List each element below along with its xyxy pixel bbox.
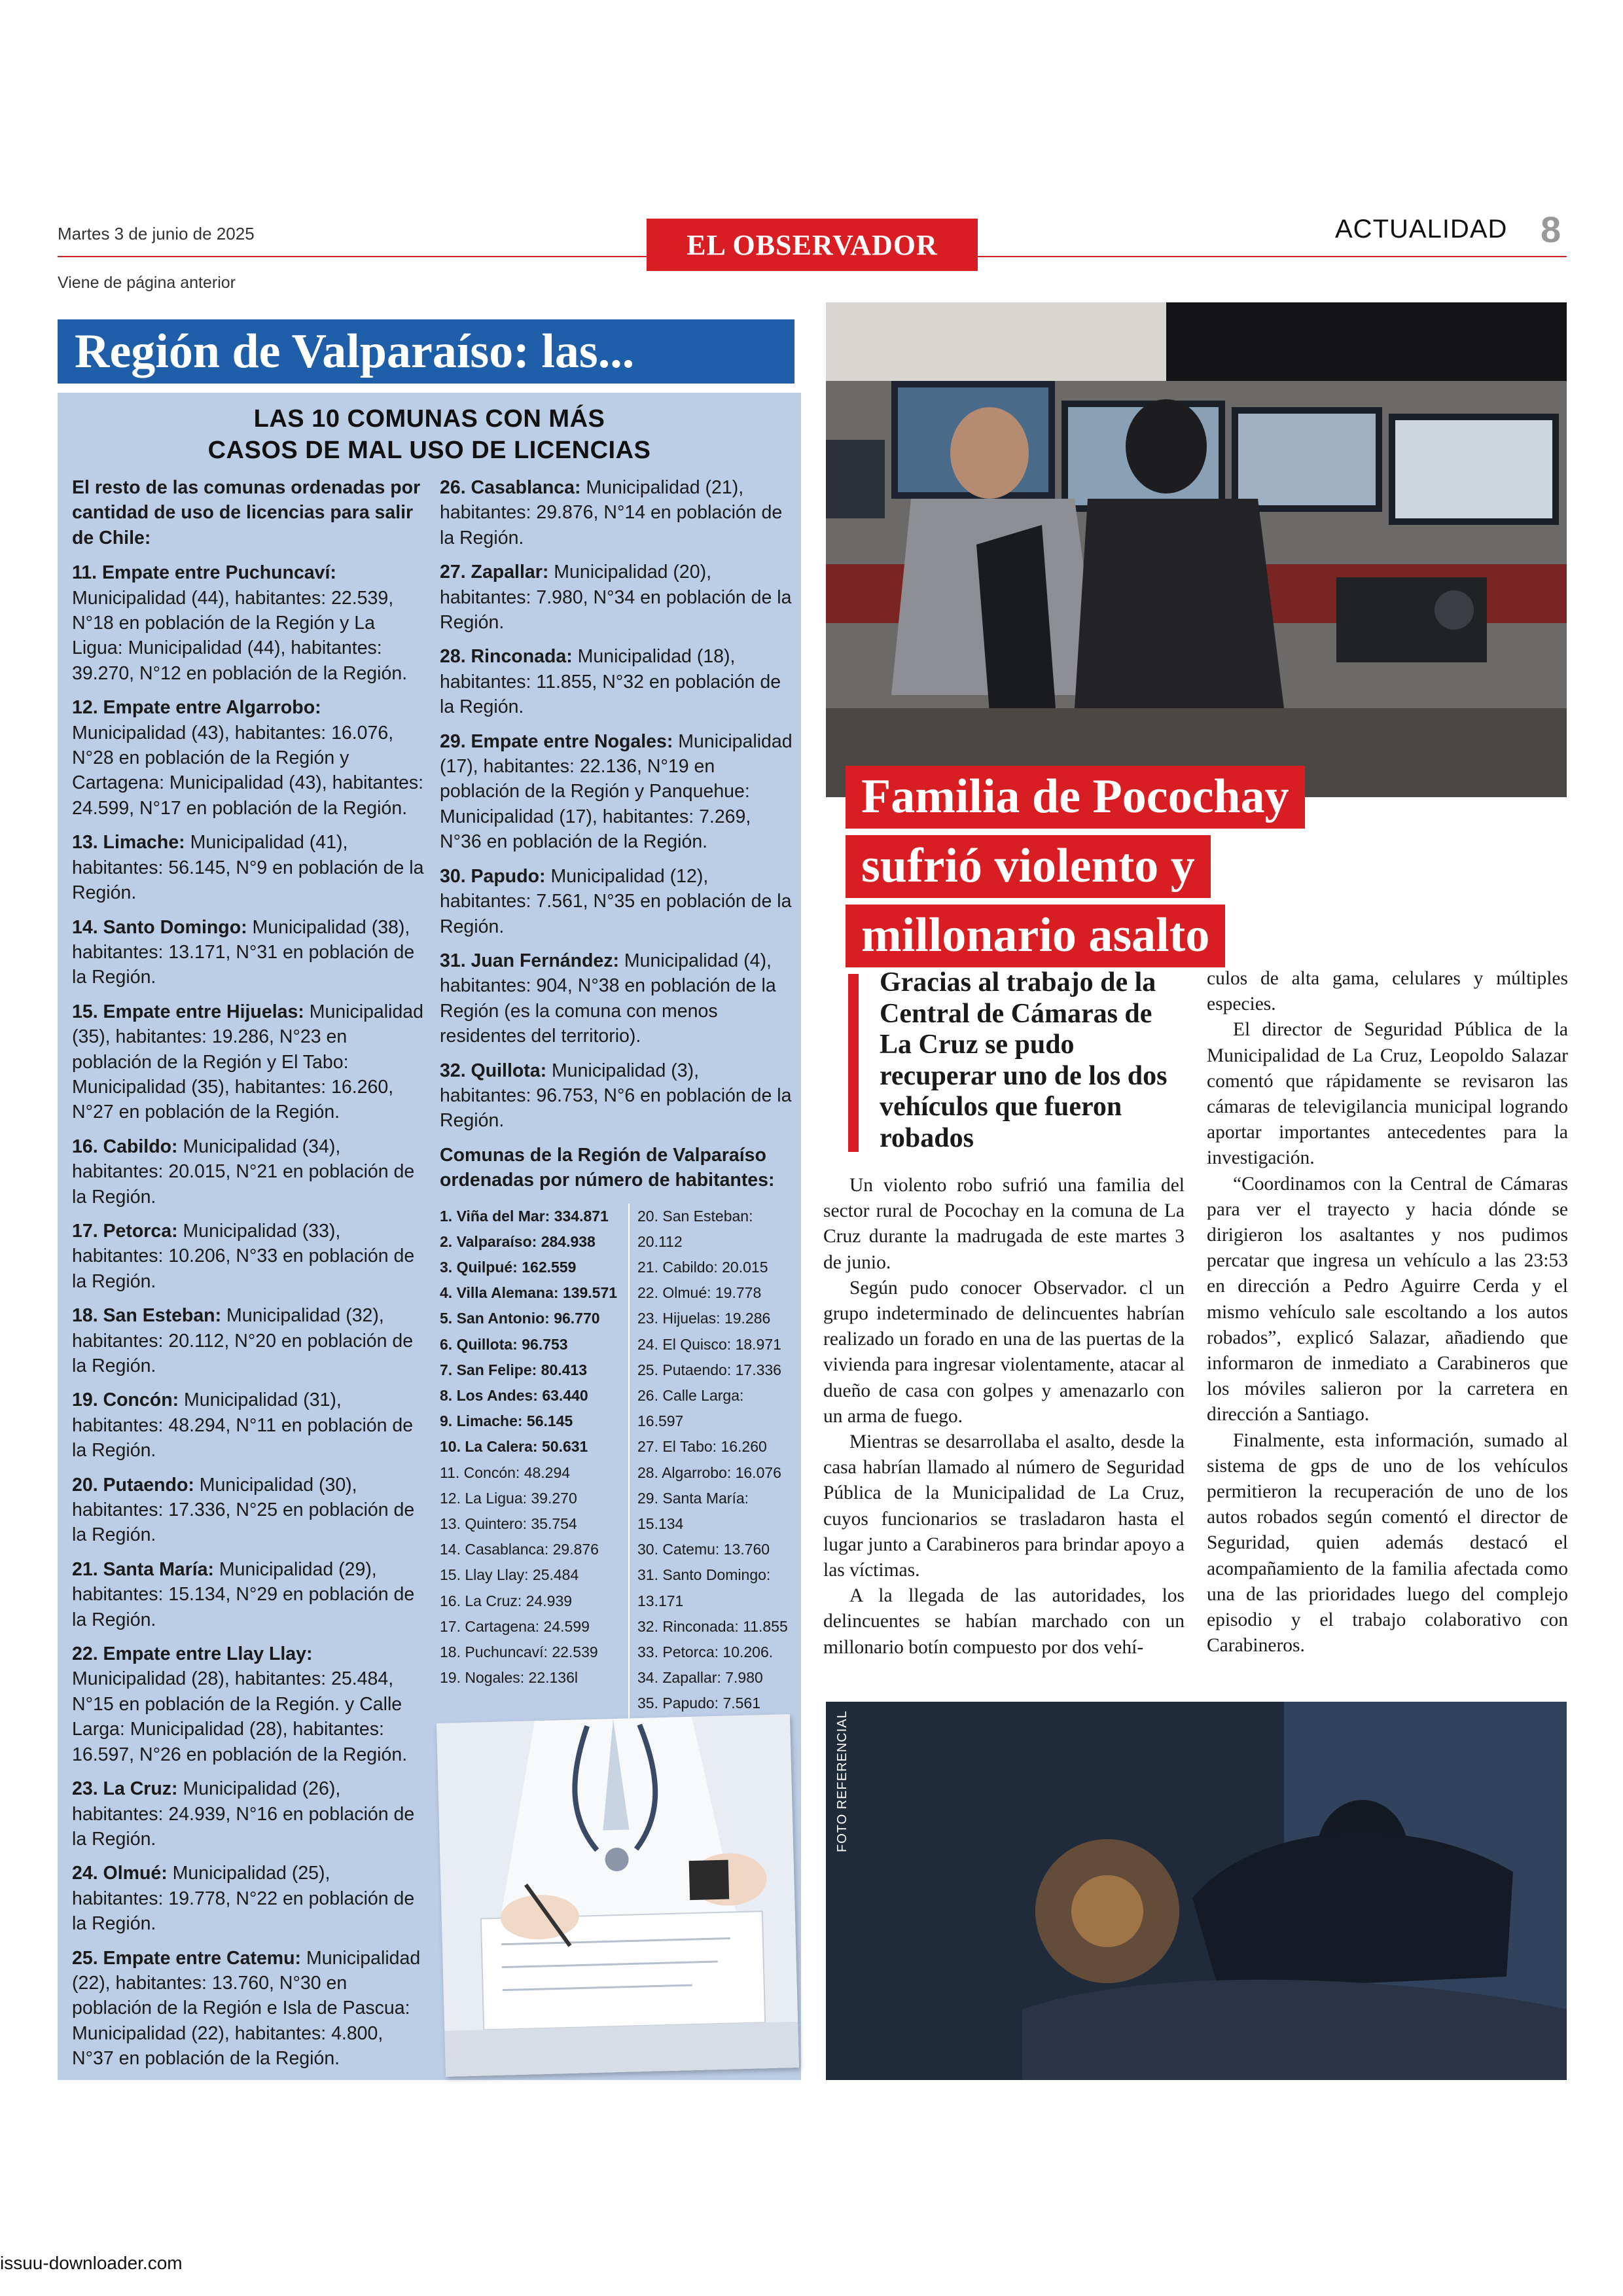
commune-entry	[72, 1473, 425, 1548]
commune-name: 16. Cabildo:	[72, 1136, 178, 1157]
population-row: 15. Llay Llay: 25.484	[440, 1566, 579, 1584]
commune-details: Municipalidad (28), habitantes: 25.484, N°15 en población de la Región. y Calle Larga: Municipalidad (28), habitantes: 16.597, N°26 en población de la Región.	[72, 1668, 408, 1765]
population-row: 28. Algarrobo: 16.076	[637, 1463, 781, 1481]
commune-name: 24. Olmué:	[72, 1863, 168, 1884]
commune-entry	[440, 1058, 793, 1134]
body-paragraph: “Coordinamos con la Central de Cámaras para ver el trayecto y hacia dónde se dirigieron los asaltantes y nos pudimos percatar que ingresa un vehículo a las 23:53 en dirección a Pedro Aguirre Cerda y el mismo vehículo sale escoltando a los autos robados”, explicó Salazar, añadiendo que informaron de inmediato a Carabineros que los móviles salieron por la carretera en dirección a Santiago.	[1207, 1173, 1568, 1426]
commune-name: 18. San Esteban:	[72, 1305, 222, 1327]
commune-name: 25. Empate entre Catemu:	[72, 1947, 302, 1969]
body-paragraph: Finalmente, esta información, sumado al sistema de gps de uno de los vehículos permitieron la recuperación de uno de los autos robados según comentó el director de Seguridad, quien además destacó el acompañamiento de la familia afectada como una de las prioridades luego del complejo episodio y el trabajo colaborativo con Carabineros.	[1207, 1429, 1568, 1657]
population-row: 34. Zapallar: 7.980	[637, 1669, 763, 1687]
population-row: 33. Petorca: 10.206.	[637, 1643, 774, 1661]
population-row: 4. Villa Alemana: 139.571	[440, 1284, 618, 1302]
body-paragraph: Mientras se desarrollaba el asalto, desde la casa habrían llamado al número de Seguridad Pública de la Municipalidad de La Cruz, cuyos funcionarios se trasladaron hasta el lugar junto a Carabineros para brindar apoyo a las víctimas.	[823, 1431, 1185, 1581]
dark-bedroom-illustration	[826, 1702, 1567, 2080]
info-box-heading-line: CASOS DE MAL USO DE LICENCIAS	[207, 437, 651, 464]
population-row: 5. San Antonio: 96.770	[440, 1310, 600, 1327]
population-row: 25. Putaendo: 17.336	[637, 1361, 781, 1378]
commune-name: 17. Petorca:	[72, 1220, 178, 1242]
commune-details: Municipalidad (41), habitantes: 56.145, N°9 en población de la Región.	[72, 832, 424, 904]
body-paragraph: culos de alta gama, celulares y múltiples especies.	[1207, 968, 1568, 1015]
commune-entry	[72, 1861, 425, 1936]
commune-name: 32. Quillota:	[440, 1060, 547, 1081]
commune-details: Municipalidad (31), habitantes: 48.294, N°11 en población de la Región.	[72, 1390, 414, 1462]
population-row: 35. Papudo: 7.561	[637, 1695, 760, 1712]
population-row: 8. Los Andes: 63.440	[440, 1386, 588, 1404]
commune-details: Municipalidad (26), habitantes: 24.939, N°16 en población de la Región.	[72, 1778, 415, 1850]
commune-name: 28. Rinconada:	[440, 646, 573, 668]
body-paragraph: Un violento robo sufrió una familia del sector rural de Pocochay en la comuna de La Cruz durante la madrugada de este martes 3 de junio.	[823, 1175, 1185, 1273]
population-row: 27. El Tabo: 16.260	[637, 1438, 767, 1456]
body-column-2	[1207, 966, 1568, 1659]
commune-entry	[72, 1641, 425, 1767]
commune-name: 22. Empate entre Llay Llay:	[72, 1643, 313, 1665]
story-deck: Gracias al trabajo de la Central de Cámaras de La Cruz se pudo recuperar uno de los dos vehículos que fueron robados	[880, 967, 1168, 1153]
commune-name: 29. Empate entre Nogales:	[440, 730, 673, 752]
info-box-heading	[58, 403, 801, 466]
population-row: 23. Hijuelas: 19.286	[637, 1310, 771, 1327]
control-room-illustration	[826, 302, 1567, 797]
commune-details: Municipalidad (12), habitantes: 7.561, N°35 en población de la Región.	[440, 865, 792, 937]
photo-credit	[829, 1710, 855, 1859]
population-row: 7. San Felipe: 80.413	[440, 1361, 588, 1378]
commune-entry	[72, 1303, 425, 1378]
population-row: 29. Santa María: 15.134	[637, 1489, 749, 1532]
entries-list-2	[440, 475, 793, 1134]
commune-entry	[440, 644, 793, 719]
commune-name: 14. Santo Domingo:	[72, 916, 247, 938]
body-column-1	[823, 1173, 1185, 1660]
commune-details: Municipalidad (35), habitantes: 19.286, N°23 en población de la Región y El Tabo: Municipalidad (35), habitantes: 16.260, N°27 en población de la Región.	[72, 1001, 424, 1123]
commune-details: Municipalidad (43), habitantes: 16.076, N°28 en población de la Región y Cartagena: Municipalidad (43), habitantes: 24.599, N°17 en población de la Región.	[72, 722, 424, 819]
population-row: 10. La Calera: 50.631	[440, 1438, 588, 1456]
headline-line: Familia de Pocochay	[846, 766, 1305, 829]
commune-details: Municipalidad (30), habitantes: 17.336, N°25 en población de la Región.	[72, 1474, 415, 1546]
commune-details: Municipalidad (22), habitantes: 13.760, N°30 en población de la Región e Isla de Pascua: Municipalidad (22), habitantes: 4.800, N°37 en población de la Región.	[72, 1947, 421, 2070]
commune-entry	[72, 830, 425, 905]
commune-entry	[440, 729, 793, 855]
commune-name: 20. Putaendo:	[72, 1474, 194, 1496]
section-name: ACTUALIDAD	[1335, 215, 1508, 243]
commune-details: Municipalidad (17), habitantes: 22.136, N°19 en población de la Región y Panquehue: Municipalidad (17), habitantes: 7.269, N°36 en población de la Región.	[440, 730, 793, 853]
commune-name: 30. Papudo:	[440, 865, 546, 887]
population-row: 32. Rinconada: 11.855	[637, 1617, 788, 1635]
commune-details: Municipalidad (29), habitantes: 15.134, N°29 en población de la Región.	[72, 1558, 415, 1630]
commune-details: Municipalidad (4), habitantes: 904, N°38 en población de la Región (es la comuna con menos residentes del territorio).	[440, 950, 776, 1047]
population-row: 6. Quillota: 96.753	[440, 1335, 568, 1353]
left-story-title: Región de Valparaíso: las...	[58, 319, 794, 384]
commune-name: 19. Concón:	[72, 1390, 179, 1411]
commune-name: 26. Casablanca:	[440, 477, 581, 498]
population-row: 12. La Ligua: 39.270	[440, 1489, 577, 1507]
body-paragraph: El director de Seguridad Pública de la Municipalidad de La Cruz, Leopoldo Salazar comentó que rápidamente se revisaron las cámaras de televigilancia municipal logrando aportar importantes antecedentes para la investigación.	[1207, 1019, 1568, 1169]
population-row: 3. Quilpué: 162.559	[440, 1258, 577, 1276]
commune-entry	[72, 695, 425, 821]
population-row: 17. Cartagena: 24.599	[440, 1617, 590, 1635]
site-watermark: issuu-downloader.com	[0, 2253, 183, 2273]
population-row: 21. Cabildo: 20.015	[637, 1258, 768, 1276]
commune-details: Municipalidad (33), habitantes: 10.206, N°33 en población de la Región.	[72, 1220, 415, 1292]
commune-entry	[72, 1946, 425, 2072]
info-column-2	[440, 475, 793, 1845]
commune-entry	[72, 1557, 425, 1632]
entries-list-1	[72, 560, 425, 2071]
commune-entry	[72, 1388, 425, 1463]
population-row: 18. Puchuncaví: 22.539	[440, 1643, 598, 1661]
headline-line: sufrió violento y	[846, 835, 1211, 898]
population-row: 19. Nogales: 22.136l	[440, 1669, 578, 1687]
population-row: 13. Quintero: 35.754	[440, 1515, 577, 1532]
commune-name: 23. La Cruz:	[72, 1778, 178, 1800]
info-intro: El resto de las comunas ordenadas por cantidad de uso de licencias para salir de Chile:	[72, 477, 421, 548]
page-number: 8	[1541, 209, 1561, 250]
population-row: 2. Valparaíso: 284.938	[440, 1232, 596, 1250]
population-row: 22. Olmué: 19.778	[637, 1284, 762, 1302]
population-heading: Comunas de la Región de Valparaíso ordenadas por número de habitantes:	[440, 1144, 775, 1191]
commune-entry	[440, 864, 793, 939]
population-row: 11. Concón: 48.294	[440, 1463, 571, 1481]
commune-entry	[440, 560, 793, 635]
population-row: 16. La Cruz: 24.939	[440, 1592, 573, 1609]
photo-credit-text: FOTO REFERENCIAL	[835, 1710, 849, 1852]
assault-reference-photo	[826, 1702, 1567, 2080]
headline-line: millonario asalto	[846, 905, 1225, 967]
commune-details: Municipalidad (18), habitantes: 11.855, N°32 en población de la Región.	[440, 646, 781, 718]
commune-entry	[72, 915, 425, 990]
population-row: 31. Santo Domingo: 13.171	[637, 1566, 771, 1609]
info-box-heading-line: LAS 10 COMUNAS CON MÁS	[253, 405, 605, 433]
commune-entry	[72, 560, 425, 686]
population-row: 20. San Esteban: 20.112	[637, 1207, 753, 1250]
commune-entry	[72, 999, 425, 1125]
info-column-1	[72, 475, 425, 2081]
commune-entry	[72, 1219, 425, 1294]
body-paragraph: Según pudo conocer Observador. cl un grupo indeterminado de delincuentes habrían realizado un forado en una de las puertas de la vivienda para ingresar violentamente, atacar al dueño de casa con golpes y amenazarlo con un arma de fuego.	[823, 1277, 1185, 1427]
commune-name: 13. Limache:	[72, 832, 185, 853]
commune-name: 21. Santa María:	[72, 1558, 215, 1580]
doctor-writing-photo	[437, 1714, 799, 2077]
commune-details: Municipalidad (21), habitantes: 29.876, N°14 en población de la Región.	[440, 477, 783, 548]
commune-entry	[72, 1134, 425, 1210]
population-row: 14. Casablanca: 29.876	[440, 1541, 599, 1558]
population-row: 30. Catemu: 13.760	[637, 1541, 770, 1558]
commune-entry	[440, 475, 793, 550]
doctor-illustration	[437, 1714, 799, 2077]
issue-date: Martes 3 de junio de 2025	[58, 224, 255, 243]
commune-details: Municipalidad (25), habitantes: 19.778, N°22 en población de la Región.	[72, 1863, 415, 1935]
commune-name: 27. Zapallar:	[440, 562, 549, 583]
population-row: 26. Calle Larga: 16.597	[637, 1386, 744, 1430]
commune-entry	[440, 948, 793, 1049]
right-story-headline	[846, 766, 1435, 974]
commune-entry	[72, 1776, 425, 1852]
commune-name: 15. Empate entre Hijuelas:	[72, 1001, 304, 1022]
commune-details: Municipalidad (20), habitantes: 7.980, N°34 en población de la Región.	[440, 562, 792, 634]
commune-details: Municipalidad (38), habitantes: 13.171, N°31 en población de la Región.	[72, 916, 415, 988]
body-paragraph: A la llegada de las autoridades, los delincuentes se habían marchado con un millonario botín compuesto por dos vehí-	[823, 1585, 1185, 1658]
newspaper-brand: EL OBSERVADOR	[647, 219, 978, 271]
population-row: 1. Viña del Mar: 334.871	[440, 1207, 609, 1225]
commune-name: 11. Empate entre Puchuncaví:	[72, 562, 336, 584]
population-row: 24. El Quisco: 18.971	[637, 1335, 781, 1353]
commune-details: Municipalidad (32), habitantes: 20.112, N°20 en población de la Región.	[72, 1305, 414, 1376]
population-row: 9. Limache: 56.145	[440, 1412, 573, 1430]
continued-note: Viene de página anterior	[58, 274, 236, 292]
commune-details: Municipalidad (34), habitantes: 20.015, N°21 en población de la Región.	[72, 1136, 415, 1208]
camera-center-photo	[826, 302, 1567, 797]
deck-accent-bar	[848, 974, 859, 1152]
commune-name: 31. Juan Fernández:	[440, 950, 619, 971]
commune-name: 12. Empate entre Algarrobo:	[72, 697, 321, 719]
commune-details: Municipalidad (44), habitantes: 22.539, N°18 en población de la Región y La Ligua: Municipalidad (44), habitantes: 39.270, N°12 en población de la Región.	[72, 587, 408, 684]
commune-details: Municipalidad (3), habitantes: 96.753, N°6 en población de la Región.	[440, 1060, 792, 1132]
